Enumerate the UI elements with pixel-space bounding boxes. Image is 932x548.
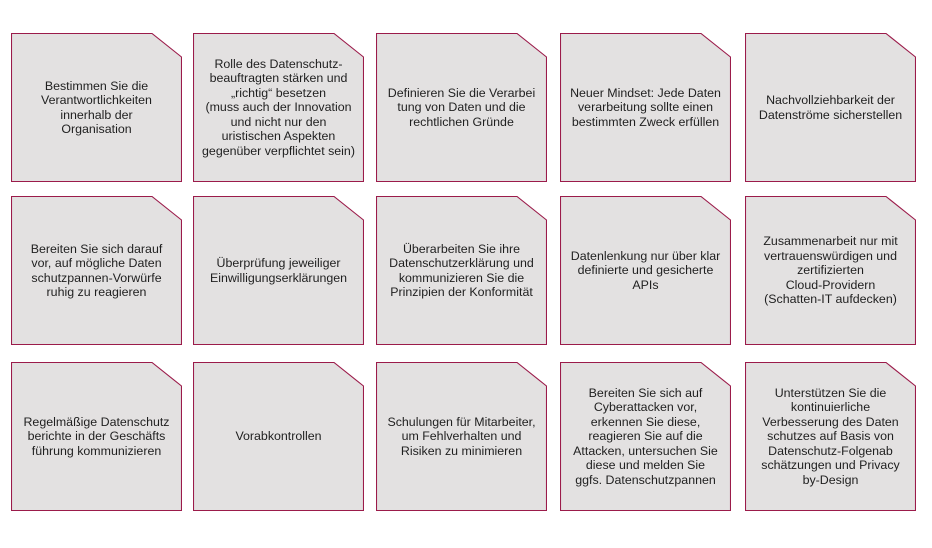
card-text: Nachvollziehbarkeit der Datenströme sicherstellen [758, 93, 903, 122]
card-text: Zusammenarbeit nur mit vertrauenswürdigen und zertifizierten Cloud-Providern (Schatten-IT aufdecken) [763, 234, 898, 307]
measure-card-8 [376, 196, 547, 345]
card-text: Regelmäßige Datenschutz berichte in der Geschäfts führung kommunizieren [23, 414, 170, 458]
card-text: Definieren Sie die Verarbei tung von Daten und die rechtlichen Gründe [387, 85, 536, 129]
measure-card-7 [193, 196, 364, 345]
measure-card-12 [193, 362, 364, 511]
measure-card-4 [560, 33, 731, 182]
card-text: Datenlenkung nur über klar definierte und gesicherte APIs [570, 248, 721, 292]
card-text: Überarbeiten Sie ihre Datenschutzerklärung und kommunizieren Sie die Prinzipien der Konformität [389, 241, 534, 299]
card-text: Rolle des Datenschutz- beauftragten stärken und „richtig“ besetzen (muss auch der Innovation und nicht nur den uristischen Aspekten gegenüber verpflichtet sein) [202, 57, 355, 158]
measure-card-9 [560, 196, 731, 345]
card-text: Neuer Mindset: Jede Daten verarbeitung sollte einen bestimmten Zweck erfüllen [570, 85, 721, 129]
card-text: Bereiten Sie sich auf Cyberattacken vor, erkennen Sie diese, reagieren Sie auf die Attacken, untersuchen Sie diese und melden Sie ggfs. Datenschutzpannen [573, 386, 718, 487]
measure-card-11 [11, 362, 182, 511]
measure-card-6 [11, 196, 182, 345]
card-text: Bereiten Sie sich darauf vor, auf mögliche Daten schutzpannen-Vorwürfe ruhig zu reagieren [30, 241, 163, 299]
measure-card-15 [745, 362, 916, 511]
card-text: Vorabkontrollen [235, 429, 322, 444]
measure-card-3 [376, 33, 547, 182]
measure-card-5 [745, 33, 916, 182]
card-text: Unterstützen Sie die kontinuierliche Verbesserung des Daten schutzes auf Basis von Datenschutz-Folgenab schätzungen und Privacy by-Design [761, 386, 900, 487]
measure-card-1 [11, 33, 182, 182]
measure-card-10 [745, 196, 916, 345]
measure-card-13 [376, 362, 547, 511]
card-text: Schulungen für Mitarbeiter, um Fehlverhalten und Risiken zu minimieren [387, 414, 536, 458]
measure-card-2 [193, 33, 364, 182]
measure-card-14 [560, 362, 731, 511]
card-text: Bestimmen Sie die Verantwortlichkeiten innerhalb der Organisation [41, 78, 152, 136]
card-text: Überprüfung jeweiliger Einwilligungserklärungen [209, 256, 348, 285]
